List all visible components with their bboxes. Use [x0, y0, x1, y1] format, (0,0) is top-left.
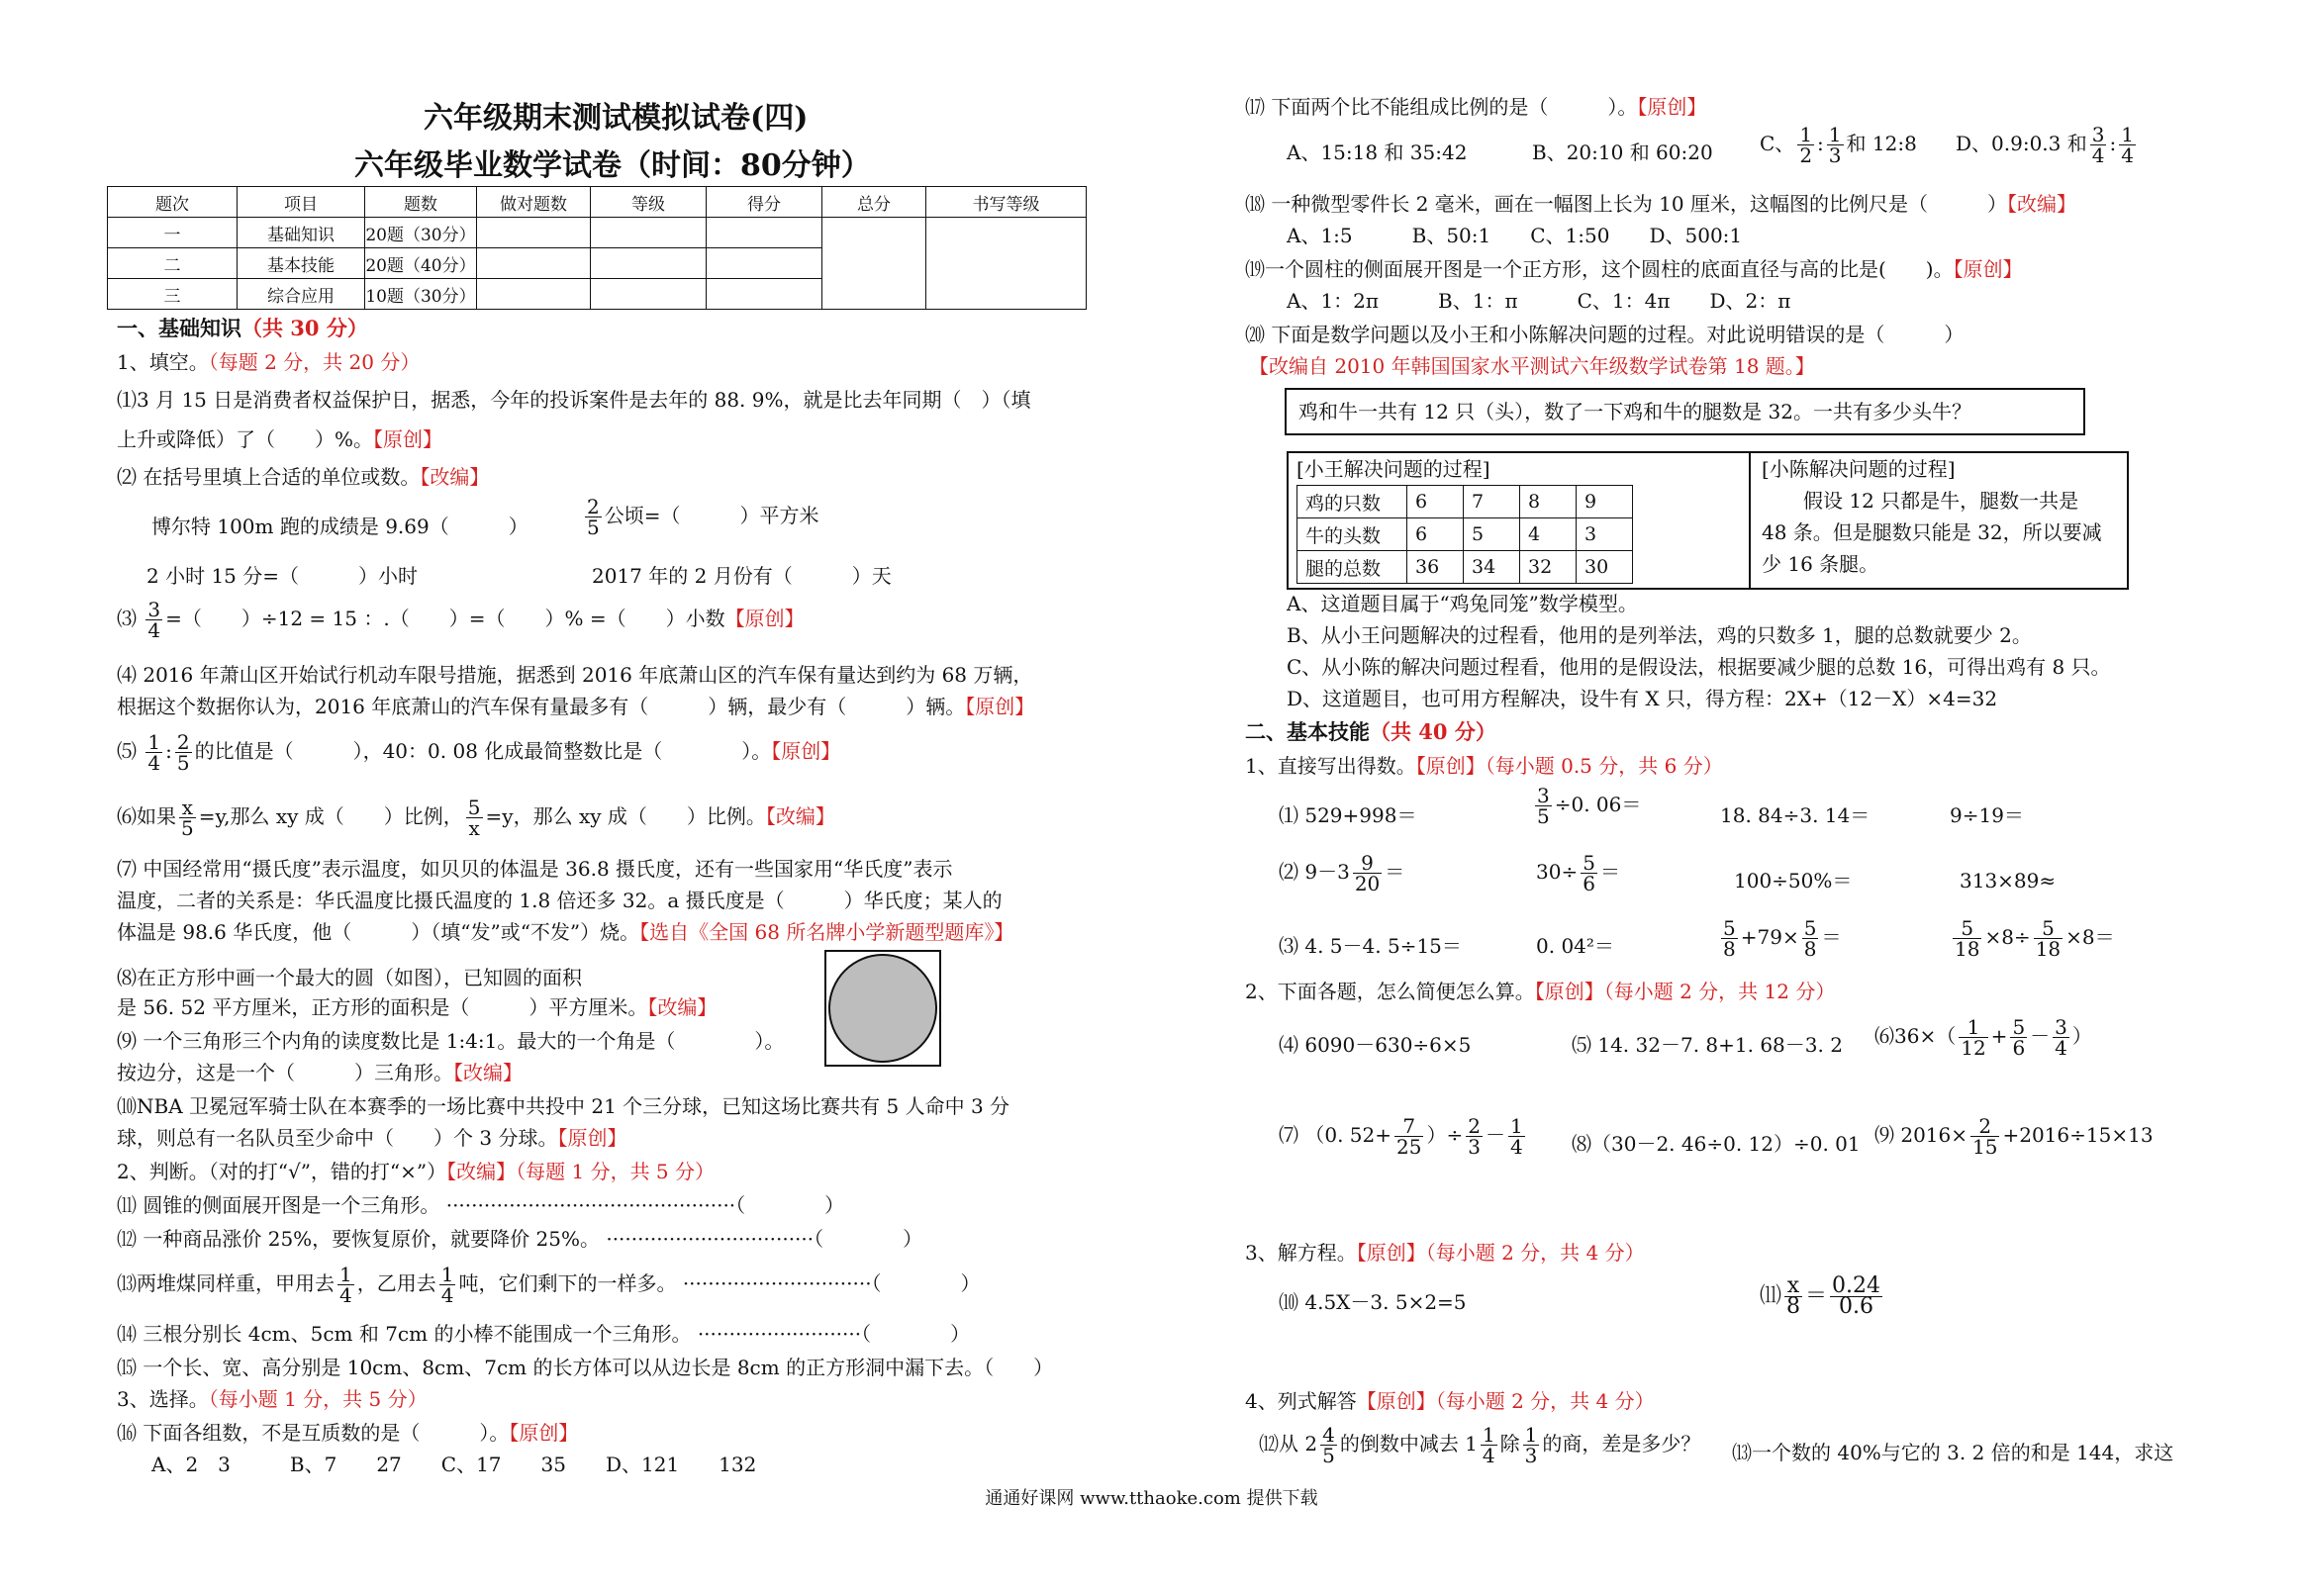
fraction: $\frac{5}{18}$	[1955, 916, 1980, 961]
simplify-6: ⑹36×（ $\frac{1}{12}$ + $\frac{5}{6}$ － $\frac{3}{4}$ ）	[1874, 1015, 2092, 1060]
fraction: $\frac{x}{5}$	[181, 796, 194, 840]
simplify-8: ⑻（30－2. 46÷0. 12）÷0. 01	[1572, 1132, 1861, 1156]
score-cell: 10题（30分）	[365, 279, 477, 310]
q2-c: 2 小时 15 分=（ ）小时	[146, 564, 419, 588]
q10-line2: 球，则总有一名队员至少命中（ ）个 3 分球。【原创】	[117, 1126, 627, 1150]
simplify-heading: 2、下面各题，怎么简便怎么算。【原创】（每小题 2 分，共 12 分）	[1245, 980, 1836, 1003]
calc-12: $\frac{5}{18}$ ×8÷ $\frac{5}{18}$ ×8＝	[1955, 916, 2115, 961]
wang-cell: 5	[1464, 518, 1520, 551]
wang-cell: 6	[1407, 518, 1464, 551]
judge-15: ⒂ 一个长、宽、高分别是 10cm、8cm、7cm 的长方体可以从边长是 8cm 的正方形洞中漏下去。（ ）	[117, 1356, 1054, 1379]
score-blank[interactable]	[591, 218, 707, 248]
choice-19: ⒆一个圆柱的侧面展开图是一个正方形，这个圆柱的底面直径与高的比是( )。【原创】	[1245, 257, 2023, 281]
q3-line: ⑶ $\frac{3}{4}$ =（ ）÷12 = 15 ：.（ ）=（ ）% =（ ）小数【原创】	[117, 598, 805, 642]
q8-line1: ⑻在正方形中画一个最大的圆（如图），已知圆的面积	[117, 966, 582, 989]
calc-heading: 1、直接写出得数。【原创】（每小题 0.5 分，共 6 分）	[1245, 754, 1723, 778]
word-problem-13: ⒀一个数的 40%与它的 3. 2 倍的和是 144，求这	[1732, 1441, 2174, 1464]
choice-16-options: A、2 3 B、7 27 C、17 35 D、121 132	[151, 1453, 757, 1476]
fraction: $\frac{5}{8}$	[1723, 916, 1736, 961]
wang-cell: 7	[1464, 486, 1520, 518]
wang-title: [小王解决问题的过程]	[1296, 457, 1490, 481]
choice-20-b: B、从小王问题解决的过程看，他用的是列举法，鸡的只数多 1，腿的总数就要少 2。	[1287, 623, 2032, 647]
q2-b: $\frac{2}{5}$ 公顷=（ ）平方米	[587, 495, 819, 539]
fraction: $\frac{5}{x}$	[467, 796, 481, 840]
fraction: $\frac{5}{8}$	[1803, 916, 1817, 961]
fill-heading	[117, 348, 420, 376]
q1-line1: ⑴3 月 15 日是消费者权益保护日，据悉，今年的投诉案件是去年的 88. 9%，就是比去年同期（ ）（填	[117, 388, 1031, 412]
q9-line2: 按边分，这是一个（ ）三角形。【改编】	[117, 1061, 523, 1084]
fraction: $\frac{9}{20}$	[1354, 851, 1381, 895]
fraction: $\frac{x}{8}$	[1786, 1273, 1801, 1319]
fraction: $\frac{5}{6}$	[1583, 851, 1595, 895]
page-title: 六年级期末测试模拟试卷(四)	[424, 101, 809, 136]
calc-1: ⑴ 529+998＝	[1279, 803, 1417, 827]
solutions-divider	[1749, 453, 1751, 588]
wang-cell: 36	[1407, 551, 1464, 584]
calc-5: ⑵ 9－3 $\frac{9}{20}$ ＝	[1279, 851, 1405, 895]
choice-heading: 3、选择。（每小题 1 分，共 5 分）	[117, 1387, 428, 1411]
score-table	[107, 186, 1087, 310]
q4-line1: ⑷ 2016 年萧山区开始试行机动车限号措施，据悉到 2016 年底萧山区的汽车保有量达到约为 68 万辆，	[117, 663, 1033, 687]
calc-7: 100÷50%＝	[1734, 869, 1853, 892]
wang-cell: 9	[1577, 486, 1633, 518]
fill-score: （每题 2 分，共 20 分）	[208, 350, 421, 374]
score-header: 做对题数	[477, 187, 591, 218]
fraction: $\frac{1}{12}$	[1961, 1015, 1986, 1060]
score-blank[interactable]	[591, 248, 707, 279]
q10-line1: ⑽NBA 卫冕冠军骑士队在本赛季的一场比赛中共投中 21 个三分球，已知这场比赛共有 5 人命中 3 分	[117, 1094, 1010, 1118]
judge-11: ⑾ 圆锥的侧面展开图是一个三角形。 ··············································（ ）	[117, 1193, 845, 1217]
choice-17-a: A、15:18 和 35:42	[1287, 141, 1468, 164]
fraction: $\frac{1}{4}$	[440, 1263, 454, 1307]
score-header: 题次	[108, 187, 238, 218]
chen-line1: 假设 12 只都是牛，腿数一共是	[1803, 489, 2079, 513]
simplify-5: ⑸ 14. 32－7. 8+1. 68－3. 2	[1572, 1033, 1843, 1057]
score-cell: 基础知识	[238, 218, 365, 248]
fraction: $\frac{1}{3}$	[1828, 123, 1842, 167]
score-header: 项目	[238, 187, 365, 218]
fraction: $\frac{4}{5}$	[1322, 1423, 1335, 1467]
q2-a: 博尔特 100m 跑的成绩是 9.69（ ）	[151, 515, 528, 538]
inscribed-circle	[828, 954, 937, 1063]
score-blank[interactable]	[591, 279, 707, 310]
fraction: $\frac{2}{5}$	[587, 495, 600, 539]
score-blank[interactable]	[477, 279, 591, 310]
wang-cell: 30	[1577, 551, 1633, 584]
total-score-blank[interactable]	[822, 218, 926, 310]
simplify-4: ⑷ 6090－630÷6×5	[1279, 1033, 1472, 1057]
judge-12: ⑿ 一种商品涨价 25%，要恢复原价，就要降价 25%。 ·································（ ）	[117, 1227, 923, 1251]
score-cell: 基本技能	[238, 248, 365, 279]
q7-line3: 体温是 98.6 华氏度，他（ ）（填“发”或“不发”）烧。【选自《全国 68 所名牌小学新题型题库》】	[117, 920, 1014, 944]
fraction: $\frac{1}{3}$	[1524, 1423, 1538, 1467]
q1-line2	[117, 425, 442, 453]
q2-line	[117, 463, 489, 491]
q4-line2: 根据这个数据你认为，2016 年底萧山的汽车保有量最多有（ ）辆，最少有（ ）辆。【原创】	[117, 695, 1035, 718]
calc-4: 9÷19＝	[1950, 803, 2024, 827]
score-header: 题数	[365, 187, 477, 218]
choice-20: ⒇ 下面是数学问题以及小王和小陈解决问题的过程。对此说明错误的是（ ）	[1245, 323, 1965, 346]
score-blank[interactable]	[477, 248, 591, 279]
score-blank[interactable]	[707, 279, 822, 310]
score-cell: 二	[108, 248, 238, 279]
section-title: 一、基础知识	[117, 316, 241, 340]
problem-text: 鸡和牛一共有 12 只（头），数了一下鸡和牛的腿数是 32。一共有多少头牛？	[1298, 400, 1971, 423]
calc-6: 30÷ $\frac{5}{6}$ ＝	[1536, 851, 1620, 895]
fraction: $\frac{2}{5}$	[176, 730, 190, 775]
fraction: $\frac{5}{18}$	[2035, 916, 2062, 961]
writing-grade-blank[interactable]	[926, 218, 1087, 310]
fraction: $\frac{2}{3}$	[1468, 1114, 1481, 1159]
score-cell: 三	[108, 279, 238, 310]
score-cell: 一	[108, 218, 238, 248]
section-2-heading: 二、基本技能（共 40 分）	[1245, 719, 1496, 744]
wang-cell: 鸡的只数	[1297, 486, 1407, 518]
wang-cell: 32	[1520, 551, 1577, 584]
q6-line: ⑹如果 $\frac{x}{5}$ =y,那么 xy 成（ ）比例， $\frac{5}{x}$ =y，那么 xy 成（ ）比例。【改编】	[117, 796, 835, 840]
fraction: $\frac{3}{4}$	[2091, 123, 2105, 167]
score-cell: 20题（30分）	[365, 218, 477, 248]
fraction: $\frac{1}{4}$	[147, 730, 161, 775]
judge-13: ⒀两堆煤同样重，甲用去 $\frac{1}{4}$ ，乙用去 $\frac{1}{4}$ 吨，它们剩下的一样多。 ······························（ ）	[117, 1263, 981, 1307]
choice-17-d: D、0.9:0.3 和 $\frac{3}{4}$ : $\frac{1}{4}$	[1956, 123, 2134, 167]
calc-2: $\frac{3}{5}$ ÷0. 06＝	[1537, 784, 1642, 828]
fraction: $\frac{1}{4}$	[339, 1263, 352, 1307]
wang-cell: 4	[1520, 518, 1577, 551]
section-score: （共 30 分）	[241, 316, 368, 340]
score-cell: 综合应用	[238, 279, 365, 310]
choice-17-b: B、20:10 和 60:20	[1532, 141, 1713, 164]
score-blank[interactable]	[477, 218, 591, 248]
score-blank[interactable]	[707, 248, 822, 279]
q2-d: 2017 年的 2 月份有（ ）天	[592, 564, 892, 588]
calc-3: 18. 84÷3. 14＝	[1720, 803, 1871, 827]
q2-text: ⑵ 在括号里填上合适的单位或数。	[117, 465, 421, 489]
choice-18: ⒅ 一种微型零件长 2 毫米，画在一幅图上长为 10 厘米，这幅图的比例尺是（ ）【改编】	[1245, 192, 2076, 216]
fraction: $\frac{1}{4}$	[1509, 1114, 1523, 1159]
score-header: 总分	[822, 187, 926, 218]
wang-cell: 牛的头数	[1297, 518, 1407, 551]
q8-line2: 是 56. 52 平方厘米，正方形的面积是（ ）平方厘米。【改编】	[117, 995, 718, 1019]
judge-heading: 2、判断。（对的打“√”，错的打“×”）【改编】（每题 1 分，共 5 分）	[117, 1160, 716, 1183]
q7-line1: ⑺ 中国经常用“摄氏度”表示温度，如贝贝的体温是 36.8 摄氏度，还有一些国家用“华氏度”表示	[117, 857, 953, 881]
equation-heading: 3、解方程。【原创】（每小题 2 分，共 4 分）	[1245, 1241, 1645, 1265]
wang-cell: 3	[1577, 518, 1633, 551]
choice-20-a: A、这道题目属于“鸡兔同笼”数学模型。	[1287, 592, 1638, 615]
fraction: $\frac{1}{4}$	[2121, 123, 2134, 167]
fraction: $\frac{3}{4}$	[147, 598, 161, 642]
wang-cell: 6	[1407, 486, 1464, 518]
fraction: $\frac{1}{4}$	[1482, 1423, 1495, 1467]
wang-cell: 8	[1520, 486, 1577, 518]
tag: 【原创】	[373, 427, 443, 451]
equation-10: ⑽ 4.5X－3. 5×2=5	[1279, 1290, 1467, 1314]
choice-19-options: A、1：2π B、1：π C、1：4π D、2：π	[1287, 289, 1791, 313]
judge-14: ⒁ 三根分别长 4cm、5cm 和 7cm 的小棒不能围成一个三角形。 ··························（ ）	[117, 1322, 971, 1346]
choice-18-options: A、1:5 B、50:1 C、1:50 D、500:1	[1287, 224, 1743, 247]
calc-8: 313×89≈	[1960, 869, 2057, 892]
chen-title: [小陈解决问题的过程]	[1762, 457, 1956, 481]
fraction: $\frac{1}{2}$	[1799, 123, 1813, 167]
wang-cell: 腿的总数	[1297, 551, 1407, 584]
wang-cell: 34	[1464, 551, 1520, 584]
score-blank[interactable]	[707, 218, 822, 248]
fraction: $\frac{7}{25}$	[1396, 1114, 1422, 1159]
score-header: 得分	[707, 187, 822, 218]
q1-text: 上升或降低）了（ ）%。	[117, 427, 374, 451]
fraction: $\frac{3}{5}$	[1537, 784, 1550, 828]
calc-9: ⑶ 4. 5－4. 5÷15＝	[1279, 934, 1462, 958]
simplify-9: ⑼ 2016× $\frac{2}{15}$ +2016÷15×13	[1874, 1114, 2154, 1159]
word-problem-12: ⑿从 2 $\frac{4}{5}$ 的倒数中减去 1 $\frac{1}{4}$ 除 $\frac{1}{3}$ 的商，差是多少？	[1259, 1423, 1701, 1467]
chen-line3: 少 16 条腿。	[1762, 552, 1879, 576]
choice-17: ⒄ 下面两个比不能组成比例的是（ ）。【原创】	[1245, 95, 1707, 119]
footer-credit: 通通好课网 www.tthaoke.com 提供下载	[985, 1488, 1318, 1509]
square-with-circle-figure	[824, 950, 941, 1067]
choice-16: ⒃ 下面各组数，不是互质数的是（ ）。【原创】	[117, 1421, 579, 1445]
simplify-7: ⑺ （0. 52+ $\frac{7}{25}$ ）÷ $\frac{2}{3}$ － $\frac{1}{4}$	[1279, 1114, 1523, 1159]
section-1-heading	[117, 315, 368, 342]
score-cell: 20题（40分）	[365, 248, 477, 279]
solutions-box	[1287, 451, 2129, 590]
equation-11: ⑾ $\frac{x}{8}$ ＝ $\frac{0.24}{0.6}$	[1760, 1273, 1881, 1319]
q9-line1: ⑼ 一个三角形三个内角的读度数比是 1:4:1。最大的一个角是（ ）。	[117, 1029, 785, 1053]
problem-box	[1285, 388, 2085, 435]
choice-20-source: 【改编自 2010 年韩国国家水平测试六年级数学试卷第 18 题。】	[1249, 354, 1815, 378]
wang-table	[1296, 485, 1633, 584]
choice-20-d: D、这道题目，也可用方程解决，设牛有 X 只，得方程：2X+（12－X）×4=32	[1287, 687, 1998, 710]
fraction: $\frac{5}{6}$	[2012, 1015, 2026, 1060]
score-header: 书写等级	[926, 187, 1087, 218]
q7-line2: 温度，二者的关系是：华氏温度比摄氏温度的 1.8 倍还多 32。a 摄氏度是（ ）华氏度；某人的	[117, 889, 1003, 912]
score-header: 等级	[591, 187, 707, 218]
choice-20-c: C、从小陈的解决问题过程看，他用的是假设法，根据要减少腿的总数 16，可得出鸡有 8 只。	[1287, 655, 2111, 679]
page-subtitle: 六年级毕业数学试卷（时间：80分钟）	[354, 148, 871, 183]
tag: 【改编】	[420, 465, 490, 489]
calc-10: 0. 04²＝	[1536, 934, 1614, 958]
fraction: $\frac{3}{4}$	[2055, 1015, 2067, 1060]
calc-11: $\frac{5}{8}$ +79× $\frac{5}{8}$ ＝	[1723, 916, 1842, 961]
choice-17-c: C、 $\frac{1}{2}$ : $\frac{1}{3}$ 和 12:8	[1760, 123, 1917, 167]
fraction: $\frac{0.24}{0.6}$	[1832, 1273, 1881, 1319]
chen-line2: 48 条。但是腿数只能是 32，所以要减	[1762, 520, 2102, 544]
fraction: $\frac{2}{15}$	[1972, 1114, 1998, 1159]
q5-line: ⑸ $\frac{1}{4}$ : $\frac{2}{5}$ 的比值是（ ），40：0. 08 化成最简整数比是（ ）。【原创】	[117, 730, 841, 775]
word-problem-heading: 4、列式解答【原创】（每小题 2 分，共 4 分）	[1245, 1389, 1655, 1413]
fill-title: 1、填空。	[117, 350, 209, 374]
